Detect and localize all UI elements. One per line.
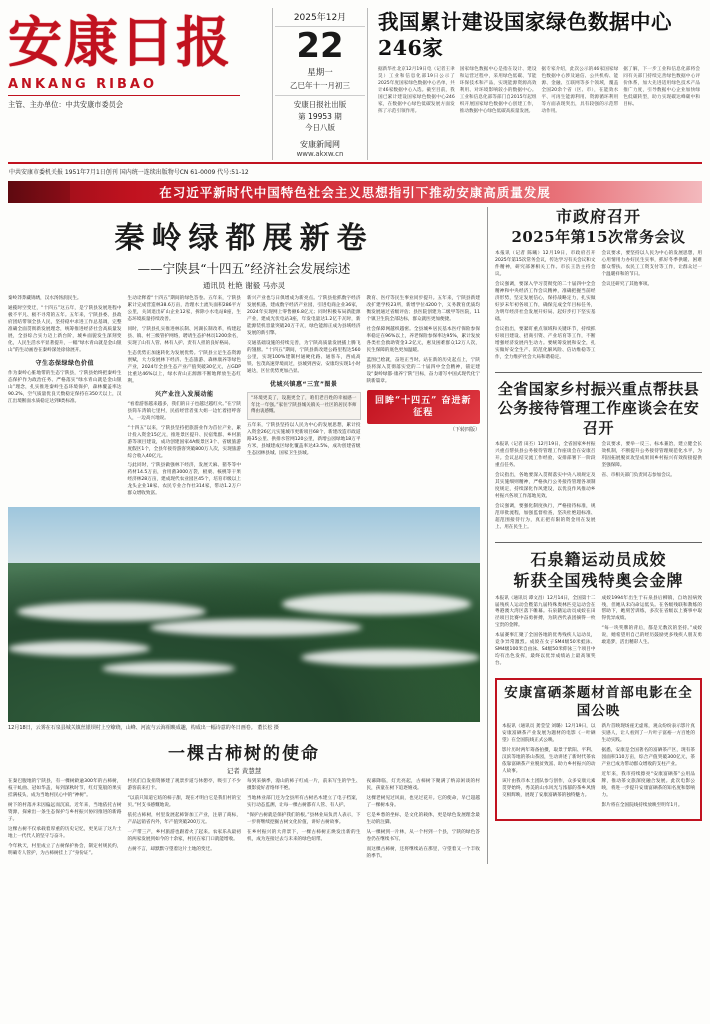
paragraph: 该片由我市本土团队参与创作，众多安康元素贯穿始终，秀美的山水风光与浓郁的茶乡风情交相辉映，展现了安康富硒茶的独特魅力。 <box>502 779 596 799</box>
landscape-photo <box>8 507 480 722</box>
news2-body <box>495 442 702 535</box>
divider <box>495 372 702 373</box>
paragraph: 当地林业部门还为全县所有古树名木建立了电子档案，实行动态监测，让每一棵古树都有人管、有人护。 <box>247 795 361 808</box>
photo-cloud <box>8 641 150 656</box>
right-section <box>488 207 702 864</box>
paragraph: 这棵老树见过风雨，也见过花开。它的使命，早已超越了一棵树本身。 <box>366 795 480 808</box>
news1-title-line2: 2025年第15次常务会议 <box>511 227 686 246</box>
paragraph: 本报讯（记者 陈曦）12月19日，市政府召开2025年第15次常务会议，传达学习有关会议和文件精神，研究部署相关工作。市长王浩主持会议。 <box>495 251 596 278</box>
top-news-col-1: 据新华社北京12月19日电（记者王聿昊）工业和信息化部19日公示了2025年度国家绿色数据中心名单，共计46家数据中心入选。截至目前，我国已累计建设国家绿色数据中心246家，在数据中心绿色低碳发展方面发挥了示范引领作用。 <box>378 67 455 114</box>
paragraph: 而这棵古柿树，还将继续站在那里，守望着又一个丰收的季节。 <box>366 846 480 859</box>
paragraph: 教育、医疗等民生事业同步提升。五年来，宁陕县新建改扩建学校23所，新增学位4200个，义务教育优质均衡发展通过省级评估；县医院创建为二级甲等医院，11个镇卫生院全部达标，群众就医更加便捷。 <box>366 296 480 322</box>
news3-body <box>495 596 702 672</box>
news2-col-2 <box>602 442 703 535</box>
news1-body <box>495 251 702 365</box>
article2-col-1 <box>8 779 122 864</box>
paragraph: 交通基础设施的持续完善，为宁陕高质量发展插上腾飞的翅膀。“十四五”期间，宁陕县新改建公路里程达560公里，实现100%建制村通硬化路、通客车，西成高铁、包茂高速穿境而过，县城到西安、安康均实现1小时通达，区位优势更加凸显。 <box>247 340 361 374</box>
top-news <box>374 6 702 115</box>
news3-title-line2: 斩获全国残特奥会金牌 <box>513 570 684 590</box>
paragraph: 新兴产业也与日俱增成为新亮点。宁陕县抢抓数字经济发展机遇，建成数字经济产业园，引进电商企业36家，2024年实现网上零售额6.8亿元；同时积极布局新能源产业，建成光伏电站3座，年发电量达1.2亿千瓦时，新能源装机容量突破20万千瓦，绿色能源正成为县域经济发展的新引擎。 <box>247 296 361 336</box>
paper-name: 安康日报 <box>8 10 232 74</box>
paper-sponsor: 主管、主办单位：中共安康市委员会 <box>8 99 124 109</box>
lead-col-4 <box>367 296 481 501</box>
news3-title-line1: 石泉籍运动员成姣 <box>530 549 667 569</box>
article2-col-3 <box>247 779 361 864</box>
lead-article-byline: 通讯员 杜艳 谢毅 马亦灵 <box>202 281 286 290</box>
section-heading: 守生态保绿绿色价值 <box>35 359 94 367</box>
article2-columns <box>8 779 480 864</box>
paragraph: 会议强调，要强化制度执行，严格接待标准，规范审批流程，加强监督检查，坚决杜绝超标准、超范围接待行为，真正把有限的资金用在发展上、用在民生上。 <box>495 504 596 530</box>
section-heading: 优城兴镇惠“三宜”图景 <box>270 380 338 388</box>
paragraph: 生态优势正加速转化为发展优势。宁陕县立足生态资源禀赋，大力发展林下经济、生态旅游、森林康养等绿色产业，2024年全县生态产业产值突破30亿元，占GDP比重达46%以上，绿水青山正源源不断地释放生态红利。 <box>127 350 241 384</box>
paragraph: “保护古树就是保护我们的根。”县林业局负责人表示，下一步将继续挖掘古树文化价值，讲好古树故事。 <box>247 812 361 825</box>
news4-col-1 <box>502 724 596 813</box>
paragraph: 夜幕降临，灯光亮起，古柿树下聚满了纳凉闲谈的村民，孩童在树下追逐嬉戏。 <box>366 778 480 791</box>
publisher: 安康日报社出版 <box>275 95 365 111</box>
paper-pinyin: ANKANG RIBAO <box>8 77 240 96</box>
caption-text: 12月18日，云雾在石泉县城关镇丝银坝村上空缭绕，山峰、河流与云海相映成趣，构成出一幅诗意的冬日画卷。 <box>8 725 256 732</box>
top-news-col-2: 国家绿色数据中心是指在设计、建设和运营过程中，采用绿色低碳、节能环保技术和产品，实现能源资源高效利用、对环境影响较小的数据中心。工业和信息化部等部门自2015年起组织开展国家绿色数据中心创建工作，推动数据中心绿色低碳高质量发展。 <box>459 67 537 114</box>
paragraph: 在秦巴腹地的宁陕县，有一棵树龄逾300年的古柿树，枝干虬曲、冠如华盖，每到深秋时节，红灯笼般的果实挂满枝头，成为当地村民心中的“神树”。 <box>8 778 122 798</box>
paragraph: 会议还研究了其他事项。 <box>601 282 653 288</box>
paragraph: 每到采摘季，漫山的柿子红成一片，前来写生的学生、摄影爱好者络绎不绝。 <box>247 778 361 791</box>
news2-title-line1: 全省国家乡村振兴重点帮扶县 <box>497 379 700 398</box>
article2-col-4 <box>367 779 481 864</box>
photo-credit: 董长松 摄 <box>257 725 279 732</box>
logo-block <box>8 6 266 110</box>
masthead-divider <box>8 162 702 164</box>
lead-col-2 <box>128 296 242 501</box>
paragraph: 生动诠释着“十四五”期间的绿色答卷。五年来，宁陕县累计完成营造林38.6万亩，治理水土流失面积286平方公里，关闭退出矿山企业12家，拆除小水电站8座，生态环境质量持续改善。 <box>127 296 241 322</box>
left-section <box>8 207 488 864</box>
date-month: 2025年12月 <box>275 10 365 27</box>
paragraph: 本报讯（通讯员 龚莹莹 刘璐）12月19日，以安康富硒茶产业发展为题材的电影《一叶硒望》在全国院线正式公映。 <box>502 724 596 744</box>
photo-caption <box>8 725 480 733</box>
paragraph: 据悉，安康是全国著名的富硒茶产区，现有茶园面积110万亩，综合产值突破300亿元，茶产业已成为带动群众增收的支柱产业。 <box>601 748 695 768</box>
page-count: 今日八版 <box>305 122 335 132</box>
article2-title: 一棵古柿树的使命 <box>168 743 320 764</box>
news-item-selenium-tea-film <box>495 678 702 821</box>
top-news-headline: 我国累计建设国家绿色数据中心246家 <box>378 10 672 60</box>
news-agency: 安康新闻网 <box>300 139 340 149</box>
theme-banner-text: 在习近平新时代中国特色社会主义思想指引下推动安康高质量发展 <box>159 185 551 200</box>
paragraph: 新片首映现场座无虚席，观众纷纷表示影片真实感人，让人看到了一片叶子富裕一方百姓的生动实践。 <box>601 724 695 744</box>
lead-article-columns <box>8 296 480 501</box>
article2-byline: 记者 黄慧慧 <box>226 766 262 775</box>
paragraph: 作为秦岭心脏地带的生态宁陕县，宁陕县始终把秦岭生态保护作为政治任务、严格落实“绿水青山就是金山银山”理念，扎实推进秦岭生态环境保护，森林覆盖率达90.2%，空气质量优良天数稳定保持在350天以上，汉江出境断面水质稳定达到Ⅱ类标准。 <box>8 370 122 404</box>
news-item-rural-revitalization <box>495 380 702 535</box>
issue-number: 第 19953 期 <box>298 111 342 121</box>
masthead <box>0 0 710 160</box>
news4-title: 安康富硒茶题材首部电影在全国公映 <box>504 685 693 719</box>
registration-info: 中共安康市委机关报 1951年7月1日创刊 国内统一连续出版物号CN 61-0009 代号:51-12 <box>9 169 249 176</box>
paragraph: 会议指出，要紧盯重点领域和关键环节，持续抓好项目建设、招商引资、产业培育等工作，不断增强经济发展内生动力。要统筹发展和安全，扎实做好安全生产、防范化解风险、信访维稳等工作，全力维护社会大局和谐稳定。 <box>495 326 596 360</box>
paragraph: 这棵古树不仅承载着厚重的历史记忆，更见证了这片土地上一代代人的坚守与奋斗。 <box>8 826 122 839</box>
masthead-footer <box>0 166 710 176</box>
paragraph: 会议要求，要坚持以人民为中心的发展思想，用心用情用力办好民生实事，抓好冬季供暖、困难群众帮扶、农民工工资支付等工作，让群众过一个温暖祥和的节日。 <box>601 251 702 278</box>
paragraph: “每一块奖牌的背后，都是无数次的坚持。”成姣说，她希望用自己的经历鼓励更多残疾人朋友勇敢追梦，活出精彩人生。 <box>601 626 702 646</box>
paragraph: 蓝图已绘就，奋进正当时。站在新的历史起点上，宁陕县将深入贯彻落实党的二十届四中全会精神，锚定建设“秦岭绿都·康养宁陕”目标，奋力谱写中国式现代化宁陕新篇章。 <box>366 357 480 384</box>
date-lunar: 乙巳年十一月初三 <box>290 80 350 90</box>
paragraph: 会议指出，各地要深入贯彻落实中央八项规定及其实施细则精神，严格执行公务接待管理各项制度规定，持续深化作风建设，以优良作风推动乡村振兴各项工作落地见效。 <box>495 473 596 500</box>
news1-col-2 <box>602 251 703 365</box>
paragraph: 社会保障网越织越密。全县城乡居民基本医疗保险参保率稳定在96%以上，养老保险参保率达95%，累计发放各类社会救助资金3.2亿元，惠及困难群众12万人次，民生保障的底色更加温暖。 <box>366 326 480 353</box>
paragraph: 依托古柿树，村里发展起柿饼加工产业，注册了商标，产品远销省内外，年产值突破200万元。 <box>127 812 241 825</box>
lead-article-title: 秦岭绿都展新卷 <box>114 221 374 256</box>
pull-quote: “环境更美了，设施更全了，咱们老百姓的幸福感一年比一年强。”家住宁陕县城关镇关一社区的居民李师傅由衷感慨。 <box>247 392 361 420</box>
paragraph: 今年秋天，村里成立了古树保护协会，制定村规民约，明确专人管护，为古柿树挂上了“身份证”。 <box>8 843 122 856</box>
paragraph: 它是乡愁的坐标，是文化的载体，更是绿色发展理念最生动的注脚。 <box>366 812 480 825</box>
paragraph: 近年来，我市持续擦亮“安康富硒茶”公用品牌，推动茶文旅深度融合发展。此次电影公映，将进一步提升安康富硒茶的知名度和影响力。 <box>601 772 695 799</box>
paragraph: 村民们自发捐资修建了观景步道与休憩亭，吸引了不少游客前来打卡。 <box>127 778 241 791</box>
paragraph: 在乡村振兴的大背景下，一棵古柿树正焕发出新的生机，成为连接过去与未来的绿色纽带。 <box>247 829 361 842</box>
paragraph: 会议要求，要举一反三、标本兼治，建立健全长效机制，不断提升公务接待管理规范化水平，为巩固拓展脱贫攻坚成果同乡村振兴有效衔接提供坚强保障。 <box>601 442 702 469</box>
paragraph: 本届赛事汇聚了全国各地的优秀残疾人运动员，竞争异常激烈。成姣在女子SM4级50米蛙泳、SM4级100米自由泳、S4级50米仰泳三个项目中均有出色发挥，最终以优异成绩站上最高领奖台。 <box>495 633 596 667</box>
news1-col-1 <box>495 251 596 365</box>
theme-banner <box>8 181 702 203</box>
photo-block <box>8 507 480 733</box>
campaign-stamp: 回眸“十四五” 奋进新征程 <box>367 390 481 424</box>
page-body <box>0 207 710 864</box>
news-item-government-meeting <box>495 207 702 365</box>
paragraph: 影片历时两年筹备拍摄，取景于紫阳、平利、汉滨等地的茶山茶园，生动讲述了新时代茶农依靠富硒茶产业脱贫致富、助力乡村振兴的动人故事。 <box>502 748 596 775</box>
divider <box>495 542 702 543</box>
paragraph: “以前只知道它结的柿子甜，现在才明白它是我们村的宝贝。”村支书感慨地说。 <box>127 795 241 808</box>
photo-cloud <box>102 662 234 675</box>
paragraph: 本报讯（记者 田丕）12月19日，全省国家乡村振兴重点帮扶县公务接待管理工作座谈会在安康召开。会议总结交流工作经验，安排部署下一阶段重点任务。 <box>495 442 596 469</box>
paragraph: 秦岭莽莽藏锦绣，汉水汤汤润民生。 <box>8 296 82 301</box>
date-day: 22 <box>296 26 344 66</box>
paragraph: 同时，宁陕县扎实推进林长制、河湖长制改革，构建起县、镇、村三级管护网络，聘请生态护林员1200余名，实现了山有人管、林有人护、责有人担的良好格局。 <box>127 326 241 346</box>
date-weekday: 星期一 <box>307 67 333 78</box>
paragraph: 省、市相关部门负责同志参加会议。 <box>601 473 676 479</box>
news4-body <box>502 724 695 813</box>
top-news-col-4: 据了解，下一步工业和信息化部将会同有关部门持续完善绿色数据中心评价体系，加大先进适用绿色技术产品推广力度，引导数据中心企业加快绿色低碳转型，助力实现碳达峰碳中和目标。 <box>623 67 700 107</box>
article2-col-2 <box>128 779 242 864</box>
lead-col-1 <box>8 296 122 501</box>
news4-col-2 <box>602 724 696 813</box>
news2-col-1 <box>495 442 596 535</box>
news2-title-line2: 公务接待管理工作座谈会在安召开 <box>497 399 700 437</box>
news3-col-2 <box>602 596 703 672</box>
paragraph: 成姣1994年出生于石泉县后柳镇，自幼因病致残，但她从未向命运低头。在各级残联和教练的帮助下，她刻苦训练，多次在省级以上赛事中取得优异成绩。 <box>601 595 702 622</box>
paragraph: 一产带三产，乡村旅游也跟着火了起来。农家乐从最初的两家发展到如今的十余家，村民在家门口就能增收。 <box>127 829 241 842</box>
paragraph: 树下的村落并未因偏远而沉寂。近年来，当地依托古树资源，探索出一条生态保护与乡村振兴协同推进的新路子。 <box>8 802 122 822</box>
lead-col-3 <box>247 296 361 501</box>
paragraph: 通揽时空变迁，“十四五”这五年，是宁陕县发展进程中极不平凡、极不寻常的五年。五年来，宁陕县委、县政府团结带领全县人民，坚持稳中求进工作总基调，完整准确全面贯彻新发展理念，统筹推进经济社会高质量发展，全县综合实力迈上新台阶，城乡面貌发生深刻变化，人民生活水平显著提升，一幅“绿水青山就是金山银山”的生动画卷在秦岭深处徐徐展开。 <box>8 305 122 353</box>
photo-cloud <box>282 593 471 615</box>
paragraph: “看着游客越来越多，我们的日子也越过越红火。”在宁陕县筒车湾镇七里村，民宿经营者张大姐一边忙着招呼客人，一边高兴地说。 <box>127 401 241 421</box>
news1-title-line1: 市政府召开 <box>555 207 641 226</box>
date-block <box>272 8 368 160</box>
paragraph: 从一棵树到一片林，从一个村到一个县，宁陕的绿色答卷仍在继续书写。 <box>366 829 480 842</box>
website-url[interactable]: www.akxw.cn <box>296 149 344 158</box>
paragraph: 与此同时，宁陕县做强林下经济，发展天麻、猪苓等中药材14.5万亩，食用菌3000万袋，板栗、核桃等干果经济林28万亩，建成现代农业园区45个，培育市级以上龙头企业18家、农民专业合作社314家，带动1.2万户群众增收致富。 <box>127 463 241 497</box>
news3-col-1 <box>495 596 596 672</box>
continuation-note: （下转四版） <box>449 426 480 433</box>
lead-article-subtitle: ——宁陕县“十四五”经济社会发展综述 <box>137 261 351 276</box>
paragraph: 古树不言，却默默守望着这片土地的变迁。 <box>127 846 215 852</box>
top-news-col-3: 据专家介绍，此次公示的46家国家绿色数据中心涉及通信、公共机构、能源、金融、互联网等多个领域，覆盖全国20余个省（区、市），在能效水平、可再生能源利用、资源循环利用等方面表现突出，具有较强的示范带动作用。 <box>541 67 619 114</box>
paragraph: 影片将在全国院线持续放映至明年1月。 <box>601 803 683 809</box>
section-heading: 兴产业注入发展动能 <box>154 390 214 398</box>
paragraph: “十四五”以来，宁陕县坚持把旅游业作为首位产业，累计投入资金15亿元，推进景区提升、民宿集群、乡村旅游等项目建设，成功创建国家4A级景区3个、省级旅游度假区1个，全县年接待游客突破800万人次，实现旅游综合收入40亿元。 <box>127 425 241 459</box>
top-news-columns <box>378 67 700 115</box>
paragraph: 五年来，宁陕县坚持以人民为中心的发展思想，累计投入资金26亿元实施城市更新项目68个，新建改造市政道路35公里、供排水管网120公里，新增公园绿地18万平方米，县城建成区绿化覆盖率达43.5%，成功创建省级生态园林县城、国家卫生县城。 <box>247 423 361 456</box>
paragraph: 本报讯（通讯员 谭文昌）12月14日，全国第十二届残疾人运动会暨第九届特殊奥林匹克运动会在粤港澳大湾区落下帷幕。石泉籍运动员成姣在田径项目比赛中奋勇拼搏，为陕西代表团摘得一枚宝贵的金牌。 <box>495 595 596 629</box>
paragraph: 会议强调，要深入学习贯彻党的二十届四中全会精神和中央经济工作会议精神，准确把握当前经济形势，坚定发展信心，保持战略定力，扎实做好岁末年初各项工作，确保完成全年目标任务，为明年经济社会发展开好局、起好步打下坚实基础。 <box>495 282 596 323</box>
news-item-athlete-gold-medal <box>495 550 702 671</box>
